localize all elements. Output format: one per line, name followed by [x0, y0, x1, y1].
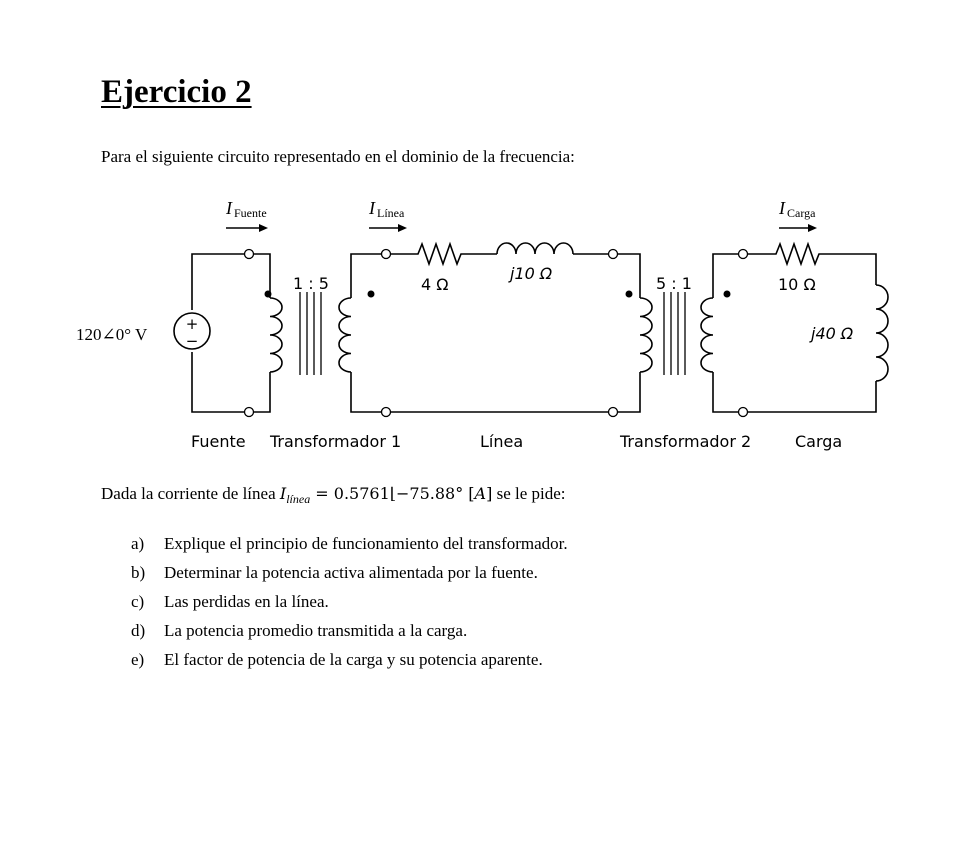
given-unit: A	[474, 484, 487, 503]
question-text: El factor de potencia de la carga y su potencia aparente.	[164, 650, 543, 669]
terminal	[382, 250, 391, 259]
transformer-cores	[300, 292, 685, 375]
intro-text: Para el siguiente circuito representado en el dominio de la frecuencia:	[101, 147, 575, 166]
load-reactance-value: j40 Ω	[811, 324, 854, 343]
given-var: I	[279, 484, 287, 503]
given-suffix: se le pide:	[492, 484, 566, 503]
given-var-sub: línea	[286, 492, 311, 506]
terminal	[245, 250, 254, 259]
line-resistor-value: 4 Ω	[421, 275, 449, 294]
i-carga-sub: Carga	[787, 206, 816, 220]
page-title: Ejercicio 2	[101, 74, 252, 110]
label-linea: Línea	[480, 432, 524, 451]
given-statement	[101, 482, 566, 511]
source-minus: −	[185, 332, 199, 350]
question-text: Explique el principio de funcionamiento del transformador.	[164, 534, 568, 553]
given-prefix: Dada la corriente de línea	[101, 484, 280, 503]
i-fuente-sub: Fuente	[234, 206, 267, 220]
i-linea-symbol: I	[369, 198, 375, 218]
label-transformador-1: Transformador 1	[270, 432, 402, 451]
question-letter: d)	[131, 621, 146, 640]
question-text: Determinar la potencia activa alimentada por la fuente.	[164, 563, 538, 582]
question-letter: e)	[131, 650, 145, 669]
question-text: La potencia promedio transmitida a la carga.	[164, 621, 468, 640]
voltage-source-icon	[174, 313, 210, 350]
t2-ratio: 5 : 1	[656, 274, 692, 293]
terminal	[609, 250, 618, 259]
list-item	[131, 533, 568, 562]
i-linea-sub: Línea	[377, 206, 405, 220]
question-letter: a)	[131, 534, 145, 553]
terminal	[245, 408, 254, 417]
list-item	[131, 591, 568, 620]
current-arrows	[226, 224, 817, 232]
list-item	[131, 620, 568, 649]
load-resistor-value: 10 Ω	[778, 275, 816, 294]
label-carga: Carga	[795, 432, 843, 451]
question-letter: b)	[131, 563, 146, 582]
t1-ratio: 1 : 5	[293, 274, 329, 293]
terminal	[739, 250, 748, 259]
question-letter: c)	[131, 592, 145, 611]
terminal	[739, 408, 748, 417]
given-equals: = 0.5761⌊−75.88° [	[310, 484, 475, 503]
list-item	[131, 562, 568, 591]
label-transformador-2: Transformador 2	[620, 432, 752, 451]
terminal	[382, 408, 391, 417]
current-labels	[225, 198, 816, 220]
question-list	[131, 533, 568, 678]
question-text: Las perdidas en la línea.	[164, 592, 329, 611]
component-values	[293, 264, 854, 343]
label-fuente: Fuente	[191, 432, 246, 451]
section-labels	[191, 432, 842, 451]
i-carga-symbol: I	[779, 198, 785, 218]
terminal	[609, 408, 618, 417]
list-item	[131, 649, 568, 678]
i-fuente-symbol: I	[226, 198, 232, 218]
given-close: ]	[486, 484, 493, 503]
source-voltage-label: 120∠0° V	[76, 325, 148, 344]
line-reactance-value: j10 Ω	[510, 264, 553, 283]
source-plus: +	[185, 315, 199, 333]
